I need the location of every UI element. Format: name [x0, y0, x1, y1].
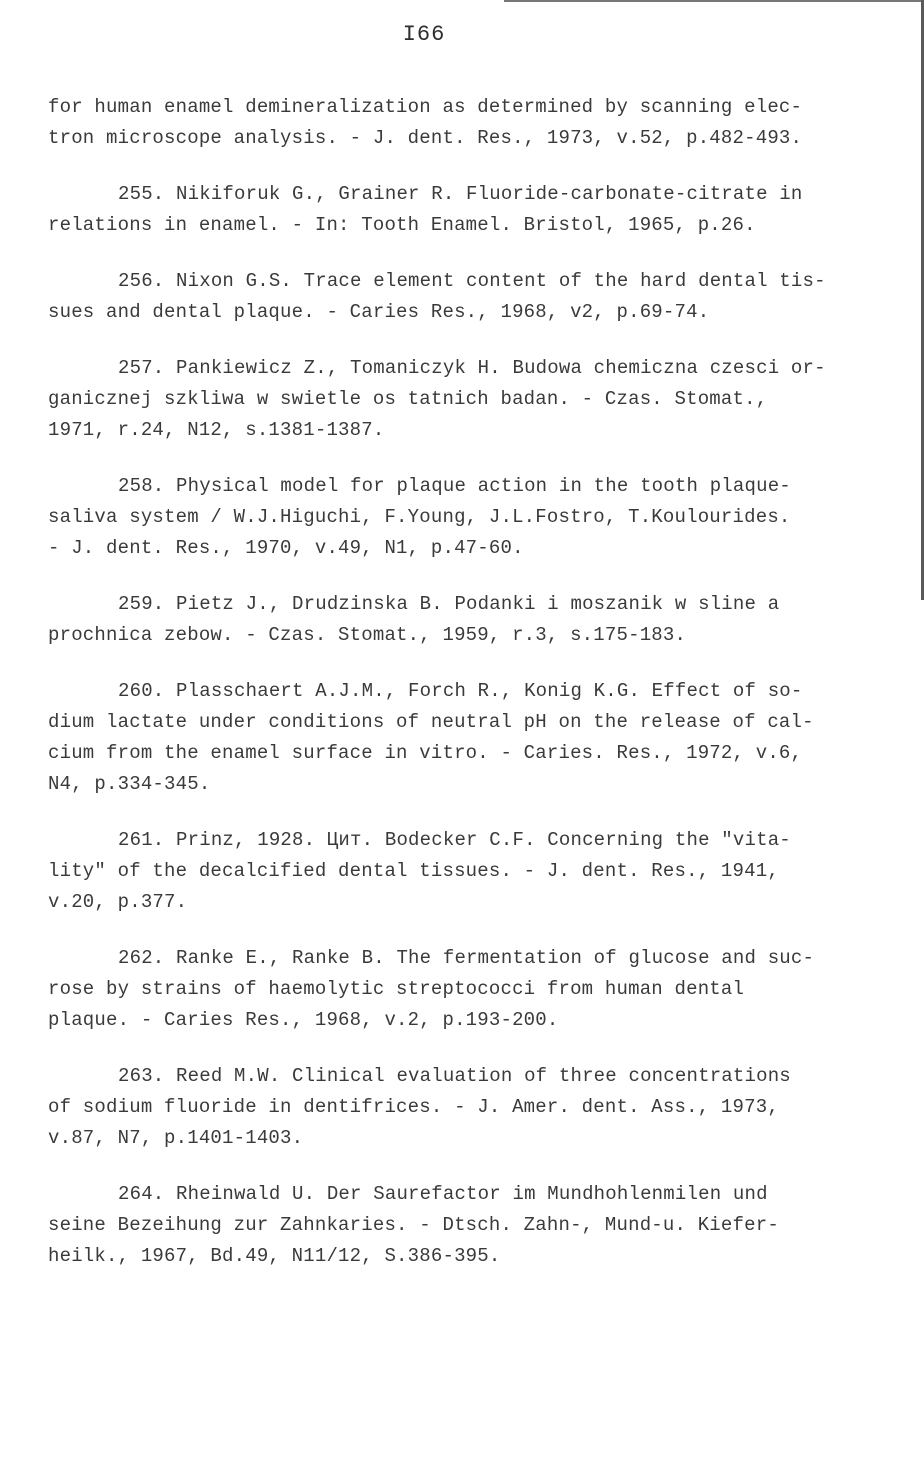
- reference-line: sues and dental plaque. - Caries Res., 1968, v2, p.69-74.: [48, 301, 710, 323]
- reference-line: for human enamel demineralization as determined by scanning elec-: [48, 96, 803, 118]
- reference-line: saliva system / W.J.Higuchi, F.Young, J.L.Fostro, T.Koulourides.: [48, 506, 791, 528]
- reference-line: of sodium fluoride in dentifrices. - J. Amer. dent. Ass., 1973,: [48, 1096, 779, 1118]
- reference-line: dium lactate under conditions of neutral pH on the release of cal-: [48, 711, 814, 733]
- reference-line: v.87, N7, p.1401-1403.: [48, 1127, 304, 1149]
- reference-line: 264. Rheinwald U. Der Saurefactor im Mundhohlenmilen und: [118, 1183, 768, 1205]
- reference-line: cium from the enamel surface in vitro. - Caries. Res., 1972, v.6,: [48, 742, 803, 764]
- reference-line: 256. Nixon G.S. Trace element content of the hard dental tis-: [118, 270, 826, 292]
- reference-line: 261. Prinz, 1928. Цит. Bodecker C.F. Concerning the "vita-: [118, 829, 791, 851]
- reference-line: 258. Physical model for plaque action in the tooth plaque-: [118, 475, 791, 497]
- reference-line: N4, p.334-345.: [48, 773, 211, 795]
- reference-line: 259. Pietz J., Drudzinska B. Podanki i moszanik w sline a: [118, 593, 780, 615]
- reference-line: tron microscope analysis. - J. dent. Res., 1973, v.52, p.482-493.: [48, 127, 803, 149]
- scan-edge-line: [504, 0, 924, 2]
- page-number: I66: [402, 22, 446, 47]
- reference-line: heilk., 1967, Bd.49, N11/12, S.386-395.: [48, 1245, 501, 1267]
- reference-line: 263. Reed M.W. Clinical evaluation of three concentrations: [118, 1065, 791, 1087]
- reference-list: [48, 92, 890, 1272]
- reference-line: lity" of the decalcified dental tissues. - J. dent. Res., 1941,: [48, 860, 779, 882]
- reference-line: rose by strains of haemolytic streptococci from human dental: [48, 978, 745, 1000]
- reference-line: - J. dent. Res., 1970, v.49, N1, p.47-60.: [48, 537, 524, 559]
- reference-line: 260. Plasschaert A.J.M., Forch R., Konig K.G. Effect of so-: [118, 680, 803, 702]
- reference-line: ganicznej szkliwa w swietle os tatnich badan. - Czas. Stomat.,: [48, 388, 768, 410]
- reference-line: relations in enamel. - In: Tooth Enamel. Bristol, 1965, p.26.: [48, 214, 756, 236]
- reference-line: seine Bezeihung zur Zahnkaries. - Dtsch. Zahn-, Mund-u. Kiefer-: [48, 1214, 779, 1236]
- reference-line: 255. Nikiforuk G., Grainer R. Fluoride-carbonate-citrate in: [118, 183, 803, 205]
- reference-line: prochnica zebow. - Czas. Stomat., 1959, r.3, s.175-183.: [48, 624, 687, 646]
- reference-line: 257. Pankiewicz Z., Tomaniczyk H. Budowa chemiczna czesci or-: [118, 357, 826, 379]
- reference-line: v.20, p.377.: [48, 891, 188, 913]
- reference-line: 262. Ranke E., Ranke B. The fermentation of glucose and suc-: [118, 947, 815, 969]
- reference-line: 1971, r.24, N12, s.1381-1387.: [48, 419, 385, 441]
- reference-line: plaque. - Caries Res., 1968, v.2, p.193-200.: [48, 1009, 559, 1031]
